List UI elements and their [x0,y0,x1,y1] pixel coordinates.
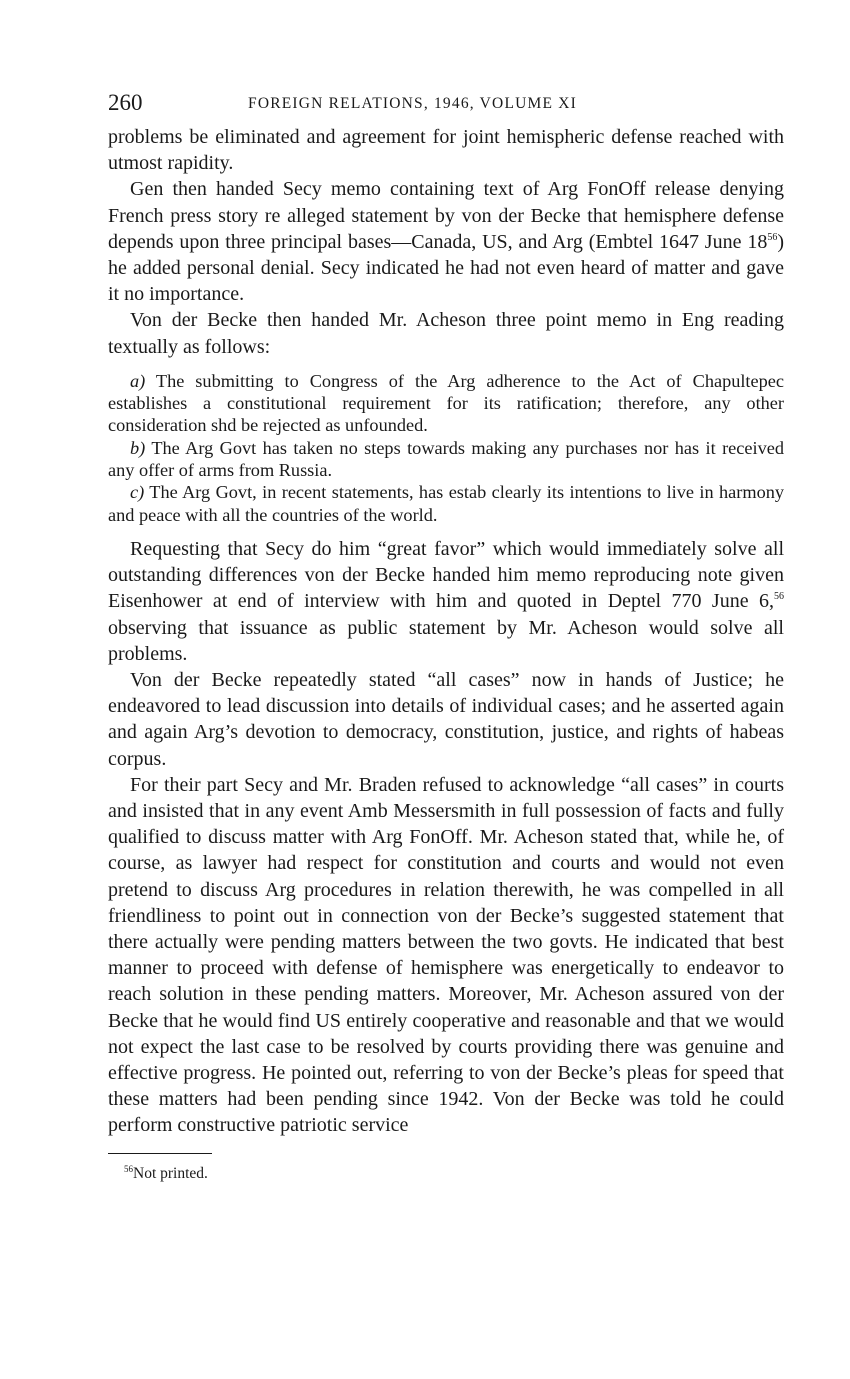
footnote [124,1164,784,1184]
paragraph-2 [108,176,784,307]
paragraph-1: problems be eliminated and agreement for joint hemispheric defense reached with utmost rapidity. [108,126,784,175]
footnote-divider [108,1153,212,1155]
memo-point-a-label: a) [130,370,146,391]
body-text [108,124,784,1139]
page-header [108,88,784,124]
memo-point-b-text: The Arg Govt has taken no steps towards making any purchases nor has it received any offer of arms from Russia. [108,437,784,481]
page-number: 260 [108,90,143,115]
memo-point-c-label: c) [130,482,145,503]
memo-point-c-text: The Arg Govt, in recent statements, has estab clearly its intentions to live in harmony and peace with all the countries of the world. [108,482,784,525]
paragraph-2-text-b: ) he added personal denial. Secy indicated he had not even heard of matter and gave it no importance. [108,230,784,306]
memo-quote [108,370,784,526]
paragraph-5: Von der Becke repeatedly stated “all cases” now in hands of Justice; he endeavored to lead discussion into details of individual cases; and he asserted again and again Arg’s devotion to democracy, constitution, justice, and rights of habeas corpus. [108,668,784,770]
memo-point-a [108,370,784,437]
footnote-text: Not printed. [133,1165,208,1183]
paragraph-4-text-a: Requesting that Secy do him “great favor” which would immediately solve all outstanding differences von der Becke handed him memo reproducing note given Eisenhower at end of interview with him and quoted in Deptel 770 June 6, [108,537,784,613]
memo-point-a-text: The submitting to Congress of the Arg adherence to the Act of Chapultepec establishes a constitutional requirement for its ratification; therefore, any other consideration shd be rejected as unfounded. [108,370,784,436]
footnote-marker: 56 [124,1164,133,1175]
paragraph-2-text-a: Gen then handed Secy memo containing text of Arg FonOff release denying French press story re alleged statement by von der Becke that hemisphere defense depends upon three principal bases—Canada, US, and Arg (Embtel 1647 June 18 [108,178,784,253]
memo-point-b-label: b) [130,437,146,458]
footnote-ref: 56 [767,231,778,243]
footnote-ref: 56 [774,591,784,603]
memo-point-c [108,481,784,526]
memo-point-b [108,437,784,482]
paragraph-6: For their part Secy and Mr. Braden refused to acknowledge “all cases” in courts and insisted that in any event Amb Messersmith in full possession of facts and fully qualified to discuss matter with Arg FonOff. Mr. Acheson stated that, while he, of course, as lawyer had respect for constitution and courts and would not even pretend to discuss Arg procedures in relation therewith, he was compelled in all friendliness to point out in connection von der Becke’s suggested statement that there actually were pending matters between the two govts. He indicated that best manner to proceed with defense of hemisphere was energetically to endeavor to reach solution in these pending matters. Moreover, Mr. Acheson assured von der Becke that he would find US entirely cooperative and reasonable and that we would not expect the last case to be resolved by courts providing there was genuine and effective progress. He pointed out, referring to von der Becke’s pleas for speed that these matters had been pending since 1942. Von der Becke was told he could perform constructive patriotic service [108,773,784,1137]
running-head: FOREIGN RELATIONS, 1946, VOLUME XI [248,95,577,112]
paragraph-4 [108,536,784,667]
paragraph-3: Von der Becke then handed Mr. Acheson three point memo in Eng reading textually as follows: [108,309,784,358]
document-page [108,88,784,1184]
paragraph-4-text-b: observing that issuance as public statement by Mr. Acheson would solve all problems. [108,616,784,665]
